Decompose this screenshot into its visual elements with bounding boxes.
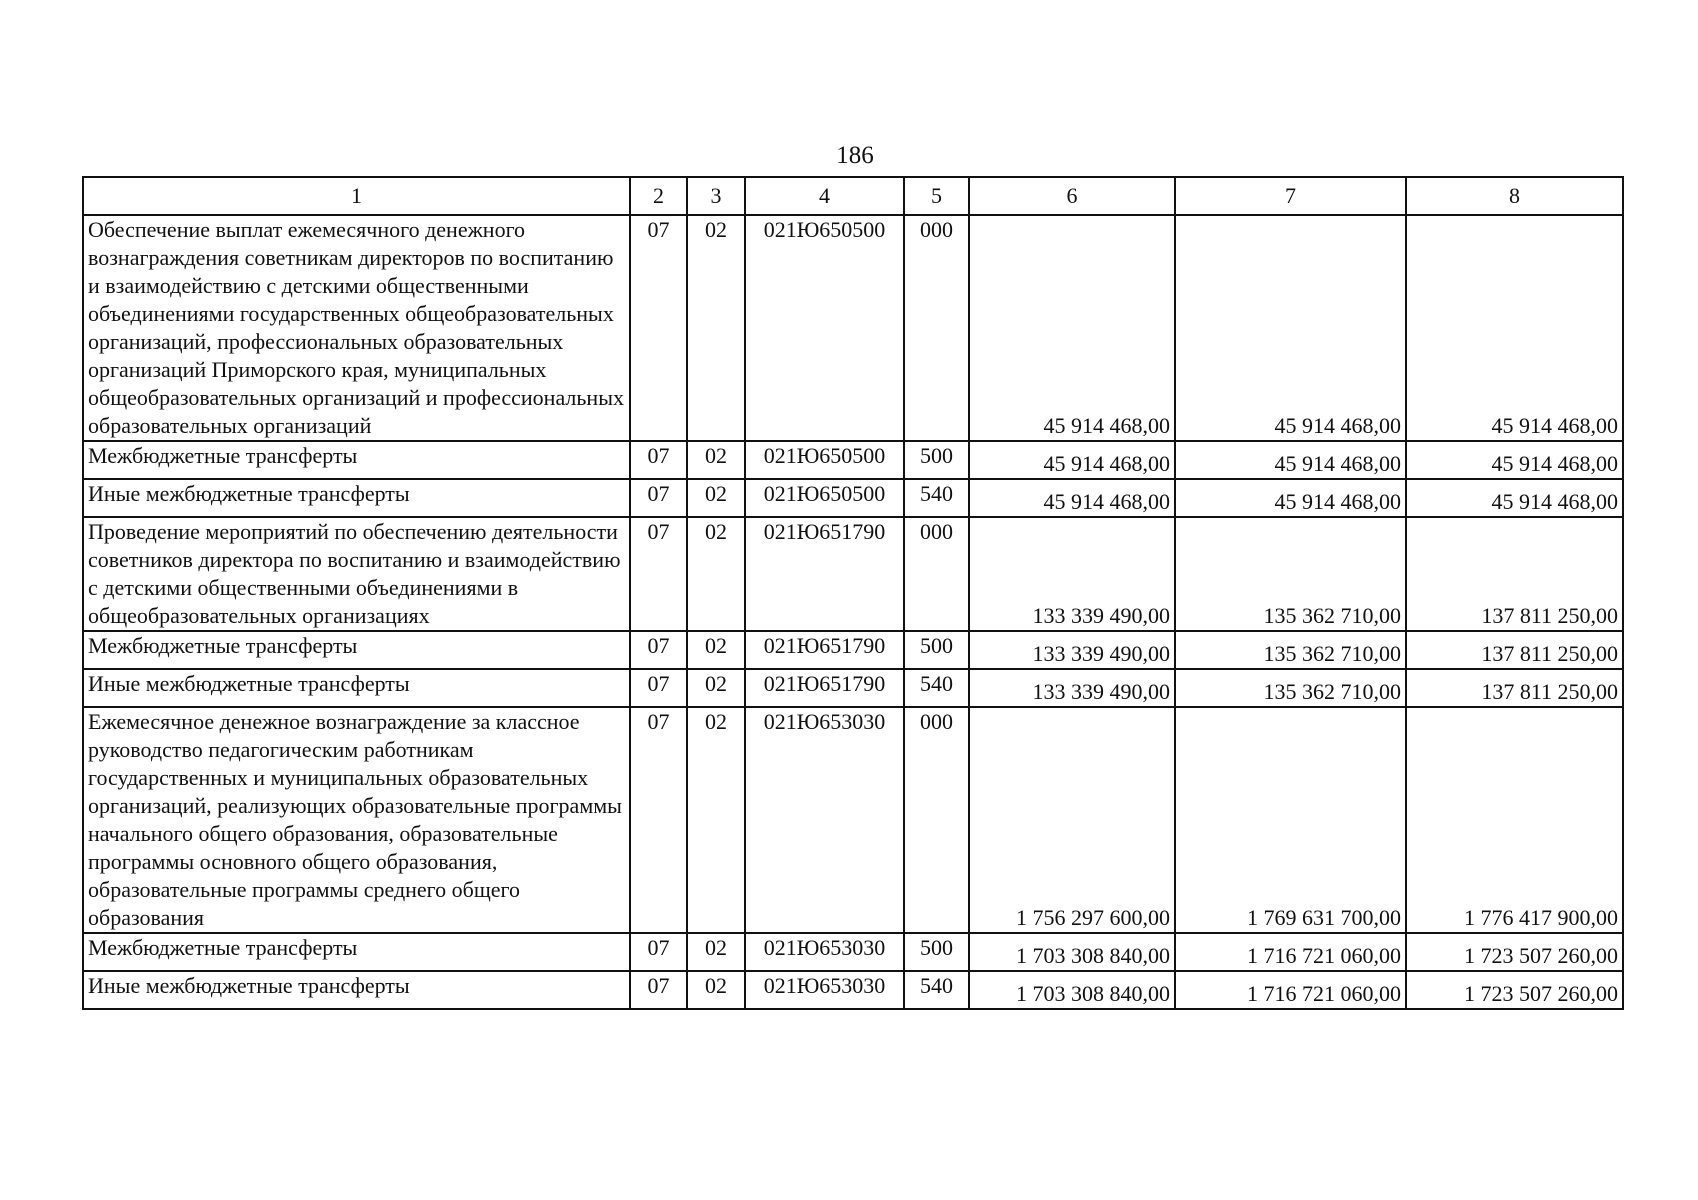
expense-type-code: 000 bbox=[904, 517, 969, 631]
expense-type-code: 540 bbox=[904, 479, 969, 517]
column-header: 2 bbox=[630, 177, 687, 215]
table-row bbox=[83, 707, 1623, 933]
table-row bbox=[83, 517, 1623, 631]
amount-col8: 45 914 468,00 bbox=[1406, 441, 1623, 479]
section-code: 07 bbox=[630, 971, 687, 1009]
row-name: Ежемесячное денежное вознаграждение за классное руководство педагогическим работникам государственных и муниципальных образовательных организаций, реализующих образовательные программы начального общего образования, образовательные программы основного общего образования, образовательные программы среднего общего образования bbox=[83, 707, 630, 933]
expense-type-code: 500 bbox=[904, 631, 969, 669]
subsection-code: 02 bbox=[687, 971, 745, 1009]
target-article-code: 021Ю653030 bbox=[745, 707, 904, 933]
amount-col6: 133 339 490,00 bbox=[969, 517, 1175, 631]
expense-type-code: 540 bbox=[904, 669, 969, 707]
amount-col8: 137 811 250,00 bbox=[1406, 631, 1623, 669]
amount-col7: 45 914 468,00 bbox=[1175, 441, 1406, 479]
column-header: 5 bbox=[904, 177, 969, 215]
section-code: 07 bbox=[630, 669, 687, 707]
column-header: 4 bbox=[745, 177, 904, 215]
row-name: Иные межбюджетные трансферты bbox=[83, 479, 630, 517]
column-header: 6 bbox=[969, 177, 1175, 215]
row-name: Иные межбюджетные трансферты bbox=[83, 669, 630, 707]
row-name: Межбюджетные трансферты bbox=[83, 631, 630, 669]
row-name: Проведение мероприятий по обеспечению деятельности советников директора по воспитанию и взаимодействию с детскими общественными объединениями в общеобразовательных организациях bbox=[83, 517, 630, 631]
target-article-code: 021Ю651790 bbox=[745, 669, 904, 707]
subsection-code: 02 bbox=[687, 441, 745, 479]
amount-col7: 135 362 710,00 bbox=[1175, 669, 1406, 707]
amount-col8: 1 776 417 900,00 bbox=[1406, 707, 1623, 933]
target-article-code: 021Ю650500 bbox=[745, 441, 904, 479]
column-header: 8 bbox=[1406, 177, 1623, 215]
table-row bbox=[83, 971, 1623, 1009]
target-article-code: 021Ю653030 bbox=[745, 933, 904, 971]
subsection-code: 02 bbox=[687, 479, 745, 517]
amount-col8: 137 811 250,00 bbox=[1406, 669, 1623, 707]
amount-col7: 135 362 710,00 bbox=[1175, 631, 1406, 669]
amount-col8: 1 723 507 260,00 bbox=[1406, 933, 1623, 971]
table-row bbox=[83, 441, 1623, 479]
column-header: 1 bbox=[83, 177, 630, 215]
expense-type-code: 500 bbox=[904, 933, 969, 971]
amount-col7: 135 362 710,00 bbox=[1175, 517, 1406, 631]
amount-col6: 1 703 308 840,00 bbox=[969, 971, 1175, 1009]
amount-col6: 45 914 468,00 bbox=[969, 441, 1175, 479]
amount-col6: 1 703 308 840,00 bbox=[969, 933, 1175, 971]
table-body bbox=[83, 177, 1623, 1009]
amount-col7: 1 769 631 700,00 bbox=[1175, 707, 1406, 933]
amount-col7: 45 914 468,00 bbox=[1175, 215, 1406, 441]
section-code: 07 bbox=[630, 441, 687, 479]
expense-type-code: 000 bbox=[904, 707, 969, 933]
table-row bbox=[83, 215, 1623, 441]
section-code: 07 bbox=[630, 707, 687, 933]
table-row bbox=[83, 933, 1623, 971]
row-name: Межбюджетные трансферты bbox=[83, 933, 630, 971]
section-code: 07 bbox=[630, 479, 687, 517]
amount-col6: 133 339 490,00 bbox=[969, 631, 1175, 669]
section-code: 07 bbox=[630, 517, 687, 631]
target-article-code: 021Ю651790 bbox=[745, 631, 904, 669]
subsection-code: 02 bbox=[687, 707, 745, 933]
amount-col6: 45 914 468,00 bbox=[969, 479, 1175, 517]
table-row bbox=[83, 631, 1623, 669]
expense-type-code: 500 bbox=[904, 441, 969, 479]
subsection-code: 02 bbox=[687, 631, 745, 669]
expense-type-code: 000 bbox=[904, 215, 969, 441]
budget-table bbox=[82, 176, 1624, 1010]
target-article-code: 021Ю651790 bbox=[745, 517, 904, 631]
section-code: 07 bbox=[630, 215, 687, 441]
amount-col8: 137 811 250,00 bbox=[1406, 517, 1623, 631]
subsection-code: 02 bbox=[687, 669, 745, 707]
target-article-code: 021Ю650500 bbox=[745, 479, 904, 517]
row-name: Иные межбюджетные трансферты bbox=[83, 971, 630, 1009]
column-header: 7 bbox=[1175, 177, 1406, 215]
page-number: 186 bbox=[836, 142, 874, 169]
subsection-code: 02 bbox=[687, 215, 745, 441]
row-name: Обеспечение выплат ежемесячного денежного вознаграждения советникам директоров по воспитанию и взаимодействию с детскими общественными объединениями государственных общеобразовательных организаций, профессиональных образовательных организаций Приморского края, муниципальных общеобразовательных организаций и профессиональных образовательных организаций bbox=[83, 215, 630, 441]
amount-col8: 45 914 468,00 bbox=[1406, 215, 1623, 441]
subsection-code: 02 bbox=[687, 933, 745, 971]
amount-col8: 45 914 468,00 bbox=[1406, 479, 1623, 517]
expense-type-code: 540 bbox=[904, 971, 969, 1009]
subsection-code: 02 bbox=[687, 517, 745, 631]
column-header: 3 bbox=[687, 177, 745, 215]
target-article-code: 021Ю653030 bbox=[745, 971, 904, 1009]
amount-col7: 45 914 468,00 bbox=[1175, 479, 1406, 517]
target-article-code: 021Ю650500 bbox=[745, 215, 904, 441]
amount-col6: 45 914 468,00 bbox=[969, 215, 1175, 441]
amount-col8: 1 723 507 260,00 bbox=[1406, 971, 1623, 1009]
section-code: 07 bbox=[630, 631, 687, 669]
table-row bbox=[83, 669, 1623, 707]
table-row bbox=[83, 479, 1623, 517]
row-name: Межбюджетные трансферты bbox=[83, 441, 630, 479]
amount-col7: 1 716 721 060,00 bbox=[1175, 933, 1406, 971]
table-header-row bbox=[83, 177, 1623, 215]
amount-col6: 133 339 490,00 bbox=[969, 669, 1175, 707]
amount-col6: 1 756 297 600,00 bbox=[969, 707, 1175, 933]
section-code: 07 bbox=[630, 933, 687, 971]
amount-col7: 1 716 721 060,00 bbox=[1175, 971, 1406, 1009]
